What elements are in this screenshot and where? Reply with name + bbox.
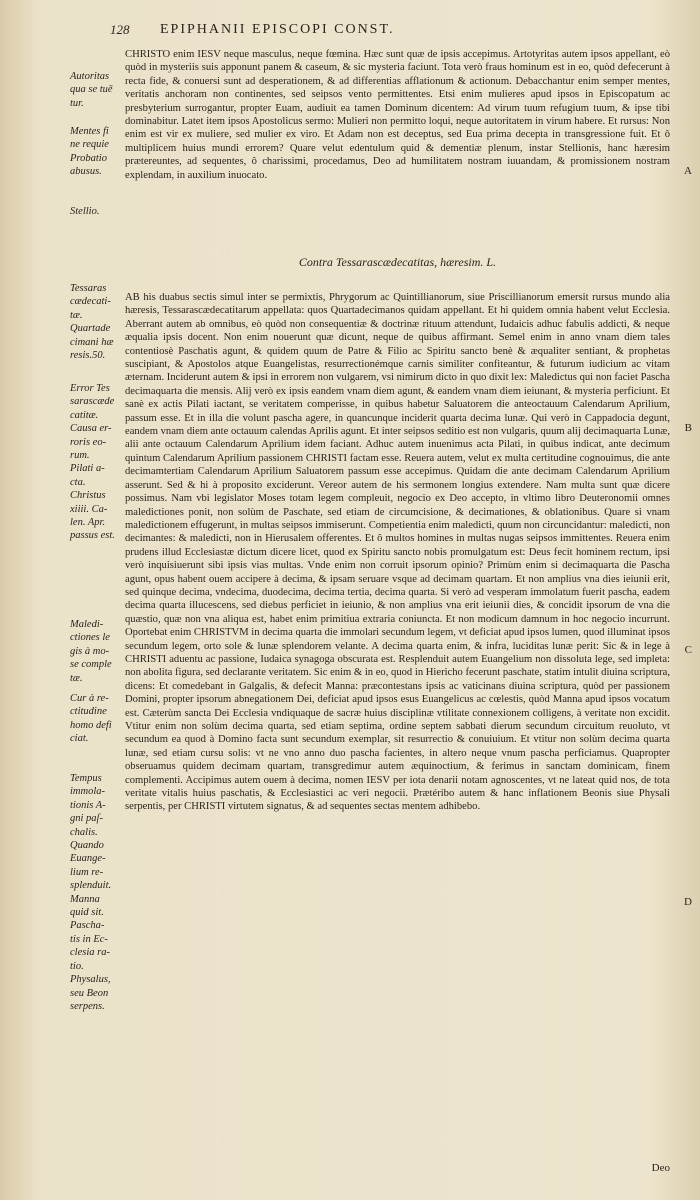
margin-note: Cur à re- ctitudine homo defi ciat. bbox=[70, 693, 112, 745]
text-block-top bbox=[125, 48, 670, 182]
section-letter: C bbox=[684, 644, 692, 656]
margin-note: Mentes fi ne requie Probatio abusus. bbox=[70, 126, 109, 178]
margin-note: Tempus immola- tionis A- gni paſ- chalis. Quando Euange- lium re- splenduit. Manna quid sit. Pascha- tis in Ec- clesia ra- tio. Physalus, seu Beon serpens. bbox=[70, 773, 112, 1012]
section-letter: D bbox=[684, 896, 692, 908]
text-block-main bbox=[125, 291, 670, 814]
section-letter: B bbox=[684, 422, 692, 434]
margin-note: Maledi- ctiones le gis à mo- se comple tæ. bbox=[70, 619, 112, 684]
margin-note: Error Tes sarascæde catitæ. Causa er- roris eo- rum. Pilati a- cta. Christus xiiii. Ca- len. Apr. passus est. bbox=[70, 383, 115, 542]
page-header bbox=[110, 22, 670, 44]
running-head: EPIPHANII EPISCOPI CONST. bbox=[160, 22, 395, 37]
margin-note: Tessaras cædecati- tæ. Quartade cimani hæ resis.50. bbox=[70, 283, 114, 362]
paragraph: AB his duabus sectis simul inter se permixtis, Phrygorum ac Quintillianorum, siue Priscillianorum emersit rursus mundo alia hæresis, Tessarascædecatitarum appellata: quos Quartadecimanos quidam appellant. Et hi quidem omnia habent velut Ecclesia. Aberrant autem ab omnibus, eò quòd non consequentiæ & doctrinæ rituum attendunt, Iudaicis adhuc fabulis addicti, & neque æqualia ipsis docent. Non enim nouerunt quæ dicunt, neque de quibus affirmant. Semel enim in anno vnam diem tales contentiosè Paschatis agunt, & quidem quum de Patre & Filio ac Spiritu sancto benè & æqualiter sentiant, & prophetas suscipiant, & Apostolos atque Euangelistas, resurrectionémque carnis similiter confiteantur, & futurum iudicium ac vitam æternam. Inciderunt autem & ipsi in errorem non vulgarem, vsi nimirum dicto in quo dixit lex: Maledictus qui non faciet Pascha decimaquarta die mensis. Alij verò ex ipsis eandem vnam diem agunt, & eandem vnam diem ieiunant, & mysteria perficiunt. Et sanè ex actis Pilati iactant, se veritatem comperisse, in quibus habetur Saluatorem die anteoctauum Calendarum Aprilium, passum esse. Et in illa die volunt pascha agere, in quancunque inciderit quarta decima lunæ. Qui verò in Cappadocia degunt, eandem vnam diem ante octauum calendas Aprilis agunt. Et inter seipsos seditio est non vulgaris, quum alij decimaquarta Lunæ, alii ante octauum Calendarum Aprilium idem faciant. Adhuc autem inuenimus acta Pilati, in quibus indicat, ante decimum quintum Calendarum Aprilium passionem CHRISTI factam esse. Reuera autem, velut ex multa certitudine cognouimus, die ante decimamtertiam Calendarum Aprilium Saluatorem passum esse accepimus. Quidam die ante decimam Calendarum Aprilium asserunt. Sed & hi à proposito exciderunt. Vereor autem de his sermonem longius extendere. Nam multa sunt quæ dicere possimus. Nam vbi legislator Moses totam legem compleuit, negocio ex Deo accepto, in vltimo libro Deuteronomii omnes maledictiones ponit, non solùm de Paschate, sed etiam de circumcisione, & decimationes, & oblationibus. Quare si vnam maledictionem effugerunt, in multas seipsos immiserunt. Competientia enim maledicti, quum non circuncidantur: maledicti, non decimantes: & maledicti, non in Hierusalem offerentes. Et ô multos homines in multas nugas seipsos immittentes. Reuera enim prudens illud Ecclesiastæ dictum dicere licet, quod ex Spiritu sancto nobis promulgatum est: Deus fecit hominem rectum, ipsi verò inquisiuerunt sibi ipsis vias multas. Vnde enim non corruit ipsorum opinio? Primùm enim si decimaquarta die Pascha agunt, opus habent ouem accipere à decima, & ipsam seruare vsque ad decimam quartam. Et non amplius vna dies ieiunii erit, sed quinque decima, vndecima, duodecima, decima tertia, decima quarta. Si verò ad vesperam immolatum fuerit pascha, eadem decima quarta illucescens, sed diebus perficiet in ieiunio, & non amplius vna erit ieiunii dies, & concidit ipsorum de vna die quæstio, quæ non vna aliqua est, habet enim primitiua extraria coniuncta. Et non modicum damnum in hoc negocio incurrunt. Oportebat enim CHRISTVM in decima quarta die immolari secundum legem, vt deficiat apud ipsos lumen, quod illuminat ipsos secundum legem, orto sole & lunæ splendorem velante. A decima quarta enim, & infra, luciditas lunæ perit: Sic & in lege à CHRISTI aduentu ac passione, Iudaica synagoga obscurata est. Resplenduit autem Euangelium non dissoluta lege, sed impleta: non abolita figura, sed declarante veritatem. Sic enim & in eo, quod in Hiericho fecerunt paschate, statim intulit diuina scriptura, dicens: Et comedebant in Galgalis, & defecit Manna: præcontestans ipsis ac vaticinans diuina scriptura, quòd per passionem Domini, propter ipsorum abnegationem Dei, deficiat apud ipsos esus Euangelicus ac cœlestis, quòd Manna apud ipsos vocatum est. Cæterùm sancta Dei Ecclesia vndiquaque de sacræ huius disciplinæ vtilitate connexionem colligens, à veritate non excidit. Vtitur enim non solùm decima quarta, sed etiam septima, ordine septem sabbati dierum secundum circuitum reuoluto, vt secundum ea quod à Domino facta sunt secundum exemplar, sit resurrectio & conuiuium. Et vtitur non solùm decima quarta lunæ, sed etiam cursu solis: vt ne vno anno duo pascha facientes, in altero neque vnum pascha perficiamus. Quapropter obseruamus quidem decimam quartam, transgredimur autem æquinoctium, & ferimus in sanctam dominicam, finem complementi. Accipimus autem ouem à decima, nomen IESV per iota denarii notam agnoscentes, vt ne lateat quid nos, de tota veritate vitalis huius paschatis, & Ecclesiastici ac veri negocii. Prætéribo autem & hanc inflationem Beonis siue Physali serpentis, per CHRISTI virtutem signatus, & ad sequentes sectas mentem adhibebo. bbox=[125, 292, 670, 813]
catchword: Deo bbox=[651, 1162, 670, 1174]
section-title: Contra Tessarascædecatitas, hæresim. L. bbox=[298, 255, 497, 269]
paragraph: CHRISTO enim IESV neque masculus, neque fœmina. Hæc sunt quæ de ipsis accepimus. Artotyritas autem ipsos appellant, eò quòd in mysteriis suis apponunt panem & caseum, & sic mysteria faciunt. Tota verò fraus hominum est in eo, quòd defecerunt à recta fide, & conuersi sunt ad desperationem, & ad differentias afflationum & actionum. Debacchantur enim semper mentes, veritatis anchoram non continentes, sed seipsos vento permittentes. Etsi enim mulieres apud ipsos in Episcopatum ac presbyterium surrogantur, propter Euam, audiuit ea tamen Dominum dicentem: Ad virum tuum refugium tuum, & ipse tibi dominabitur. Latet item ipsos Apostolicus sermo: Mulieri non permitto loqui, neque autoritatem in virum habere. Et rursus: Non enim est vir ex muliere, sed mulier ex viro. Et Adam non est deceptus, sed Eua prima decepta in transgressione fuit. Et ô multiplicem huius mundi errorem? Quare velut edentulum quid & dementiæ plenum, instar Stellionis, hanc hæresim prætereuntes, ad sequentes, ô charissimi, procedamus, Deo ad humilitatem nostram iuuandam, & promissionem nostram explendam, in auxilium inuocato. bbox=[125, 49, 670, 181]
page-number: 128 bbox=[110, 22, 130, 37]
margin-note: Autoritas qua se tuē tur. bbox=[70, 71, 113, 109]
section-letter: A bbox=[684, 165, 692, 177]
margin-note: Stellio. bbox=[70, 206, 100, 217]
